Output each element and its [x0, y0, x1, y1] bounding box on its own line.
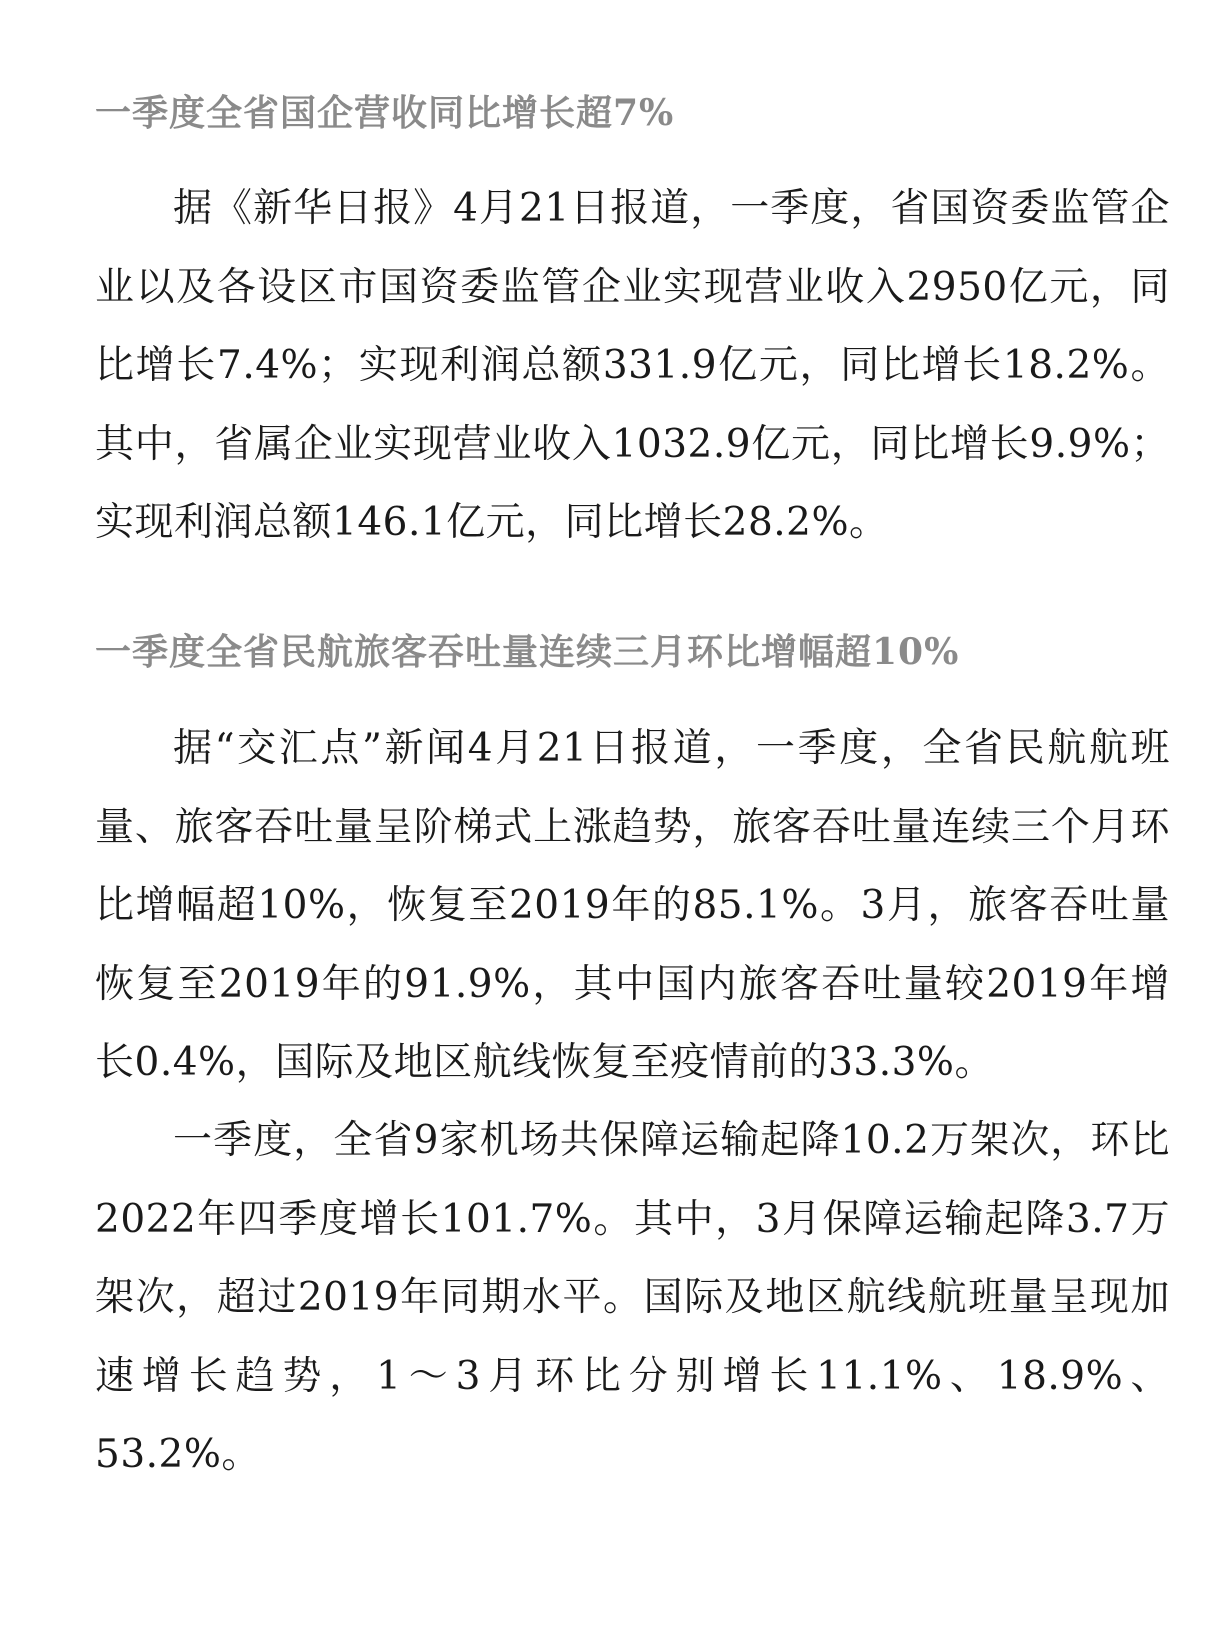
body-paragraph: 据《新华日报》4月21日报道，一季度，省国资委监管企业以及各设区市国资委监管企业实现营业收入2950亿元，同比增长7.4%；实现利润总额331.9亿元，同比增长18.2%。其中，省属企业实现营业收入1032.9亿元，同比增长9.9%；实现利润总额146.1亿元，同比增长28.2%。 — [95, 186, 1170, 545]
body-paragraph: 一季度，全省9家机场共保障运输起降10.2万架次，环比2022年四季度增长101.7%。其中，3月保障运输起降3.7万架次，超过2019年同期水平。国际及地区航线航班量呈现加速增长趋势，1～3月环比分别增长11.1%、18.9%、53.2%。 — [95, 1118, 1170, 1477]
section-heading: 一季度全省民航旅客吞吐量连续三月环比增幅超10% — [95, 631, 960, 673]
section-heading: 一季度全省国企营收同比增长超7% — [95, 92, 675, 134]
body-paragraph: 据“交汇点”新闻4月21日报道，一季度，全省民航航班量、旅客吞吐量呈阶梯式上涨趋势，旅客吞吐量连续三个月环比增幅超10%，恢复至2019年的85.1%。3月，旅客吞吐量恢复至2019年的91.9%，其中国内旅客吞吐量较2019年增长0.4%，国际及地区航线恢复至疫情前的33.3%。 — [95, 726, 1170, 1085]
